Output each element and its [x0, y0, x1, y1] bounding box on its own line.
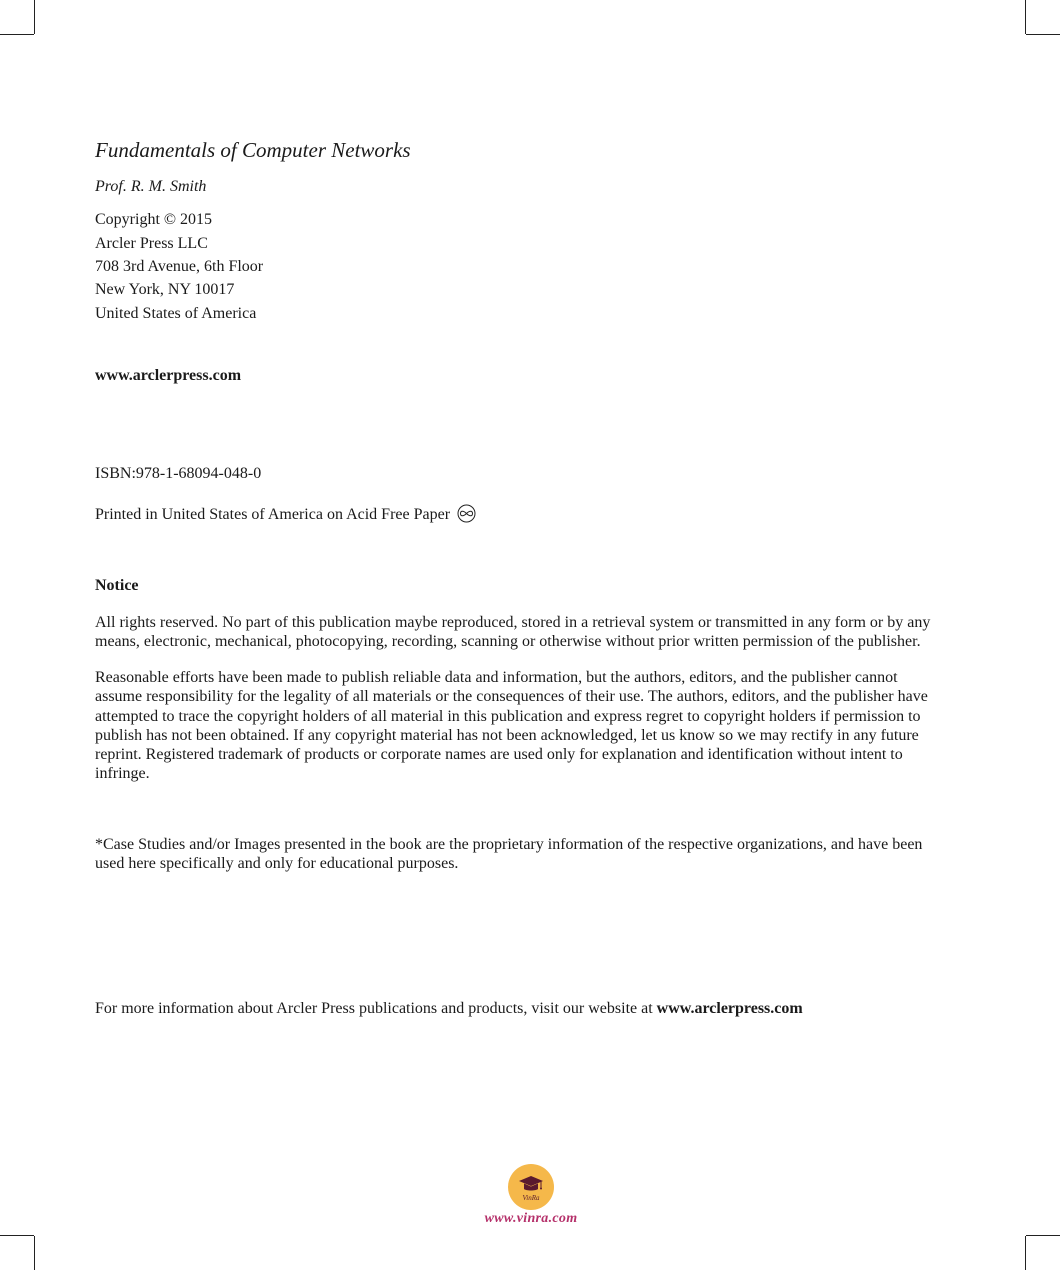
notice-rights-line-1: All rights reserved. No part of this publication maybe reproduced, stored in a retrieval system or transmitted in any form or by any	[95, 614, 931, 631]
book-title: Fundamentals of Computer Networks	[95, 138, 411, 162]
crop-mark-top-right-v	[1025, 0, 1026, 34]
more-info-text: For more information about Arcler Press publications and products, visit our website at	[95, 1000, 657, 1017]
vinra-logo-text: VinRa	[522, 1194, 540, 1202]
vinra-logo	[508, 1164, 554, 1210]
printed-text: Printed in United States of America on Acid Free Paper	[95, 506, 451, 523]
notice-efforts-line: Reasonable efforts have been made to publish reliable data and information, but the authors, editors, and the publisher cannot	[95, 669, 898, 686]
isbn: ISBN:978-1-68094-048-0	[95, 465, 262, 482]
crop-mark-top-left-v	[34, 0, 35, 34]
notice-efforts-line: assume responsibility for the legality of all materials or the consequences of their use. The authors, editors, and the publisher have	[95, 688, 928, 706]
copyright-line: Copyright © 2015	[95, 211, 213, 228]
publisher-city: New York, NY 10017	[95, 281, 235, 298]
crop-mark-bottom-right-h	[1026, 1235, 1060, 1236]
case-studies-line-1: *Case Studies and/or Images presented in the book are the proprietary information of the respective organizations, and have been	[95, 836, 923, 853]
publisher-street: 708 3rd Avenue, 6th Floor	[95, 258, 264, 275]
more-info-line	[95, 1000, 803, 1018]
notice-efforts-line: infringe.	[95, 765, 150, 783]
notice-rights-line-2: means, electronic, mechanical, photocopying, recording, scanning or otherwise without prior written permission of the publisher.	[95, 633, 921, 651]
crop-mark-bottom-right-v	[1025, 1236, 1026, 1270]
more-info-website-link[interactable]: www.arclerpress.com	[656, 1000, 803, 1017]
case-studies-line-2: used here specifically and only for educational purposes.	[95, 855, 459, 873]
notice-heading: Notice	[95, 577, 139, 594]
vinra-watermark	[472, 1164, 590, 1227]
vinra-url-link[interactable]: www.vinra.com	[484, 1211, 578, 1226]
printed-line	[95, 504, 476, 528]
publisher-country: United States of America	[95, 305, 257, 322]
case-studies-paragraph	[95, 835, 970, 874]
notice-efforts-line: reprint. Registered trademark of products or corporate names are used only for explanation and identification without intent to	[95, 746, 903, 764]
notice-efforts-line: attempted to trace the copyright holders of all material in this publication and express regret to copyright holders if permission to	[95, 707, 921, 725]
crop-mark-top-right-h	[1026, 34, 1060, 35]
notice-paragraph-efforts	[95, 668, 970, 784]
notice-efforts-line: publish has not been obtained. If any copyright material has not been acknowledged, let us know so we may rectify in any future	[95, 726, 919, 744]
crop-mark-bottom-left-h	[0, 1235, 34, 1236]
acid-free-paper-icon	[457, 504, 476, 528]
book-author: Prof. R. M. Smith	[95, 178, 207, 195]
publisher-website-link[interactable]: www.arclerpress.com	[95, 367, 242, 384]
crop-mark-bottom-left-v	[34, 1236, 35, 1270]
notice-paragraph-rights	[95, 613, 970, 652]
graduation-cap-icon	[508, 1164, 554, 1210]
publisher-name: Arcler Press LLC	[95, 235, 208, 252]
crop-mark-top-left-h	[0, 34, 34, 35]
